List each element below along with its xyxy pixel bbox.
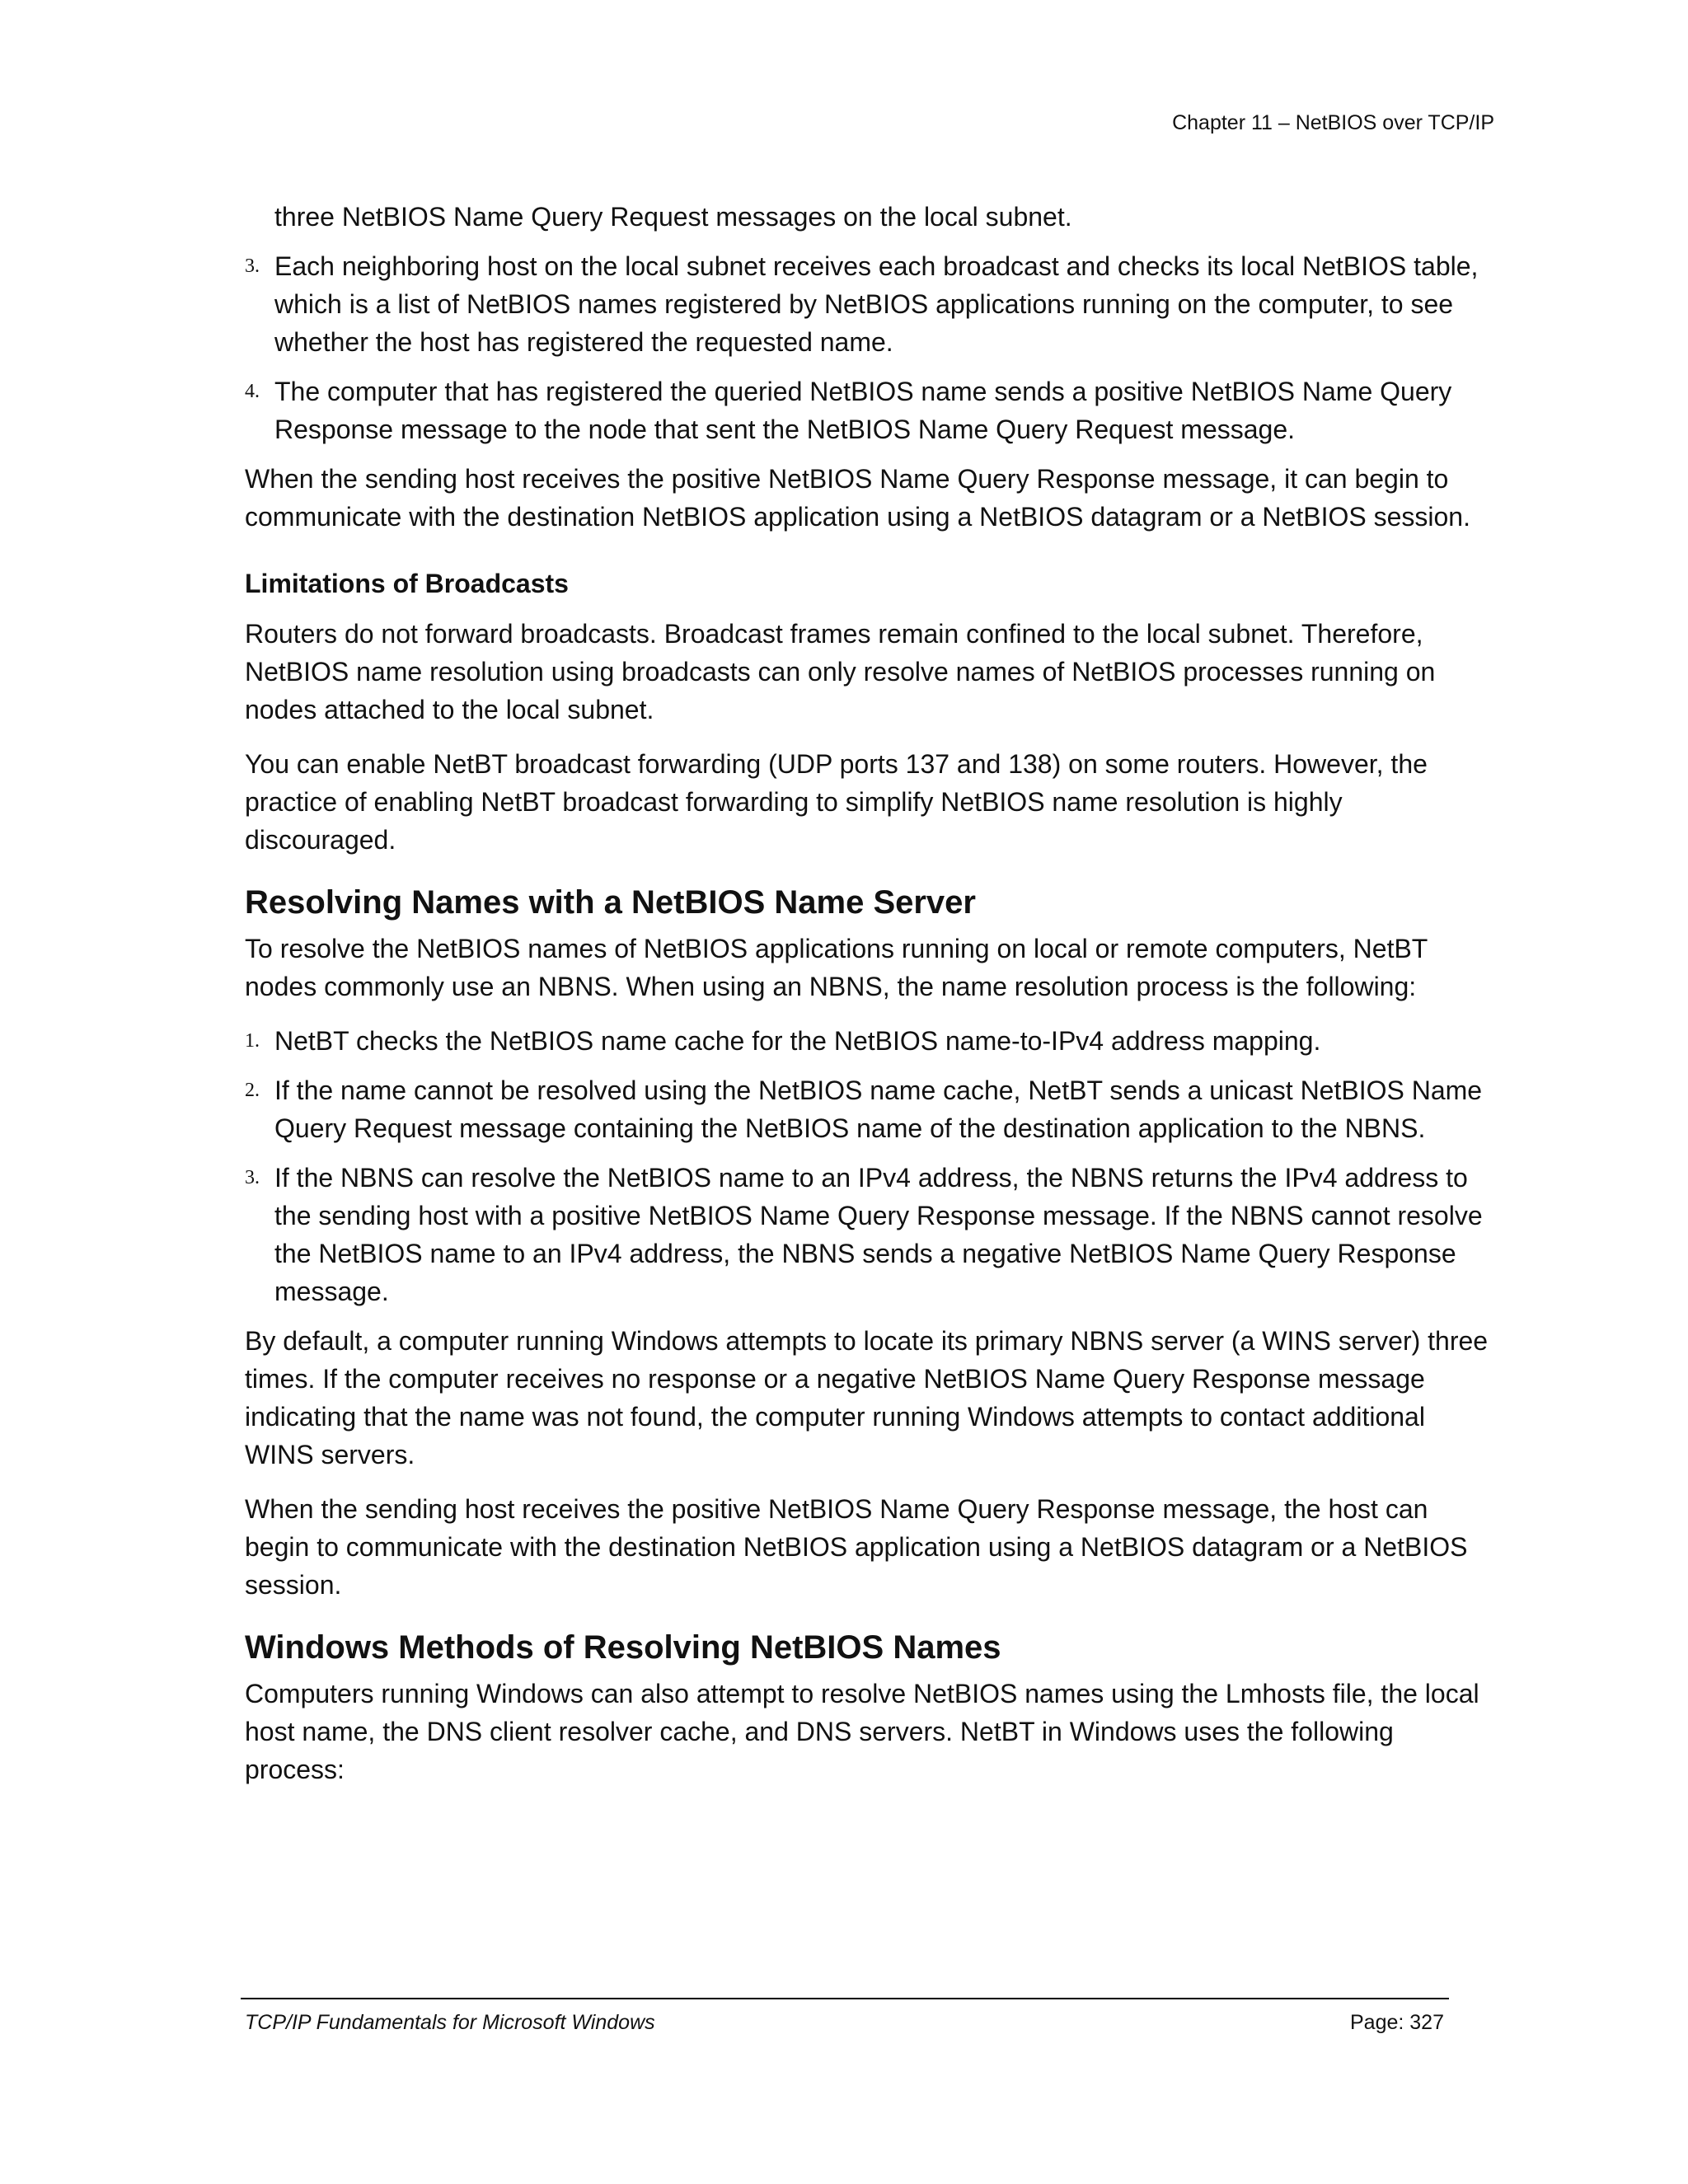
running-header: Chapter 11 – NetBIOS over TCP/IP: [1172, 111, 1494, 134]
section-heading-nbns: Resolving Names with a NetBIOS Name Server: [245, 884, 976, 921]
list-item-text: Each neighboring host on the local subnet receives each broadcast and checks its local NetBIOS table, which is a list of NetBIOS names registered by NetBIOS applications running on the computer, to see whether the host has registered the requested name.: [274, 251, 1479, 357]
list-number: 2.: [245, 1080, 260, 1101]
footer-divider: [241, 1998, 1449, 1999]
list-item-text: If the name cannot be resolved using the NetBIOS name cache, NetBT sends a unicast NetBIOS Name Query Request message containing the NetBIOS name of the destination application to the NBNS.: [274, 1076, 1483, 1143]
list-item-nbns-step-1: [245, 1022, 1498, 1060]
paragraph-sending-host: When the sending host receives the positive NetBIOS Name Query Response message, the host can begin to communicate with the destination NetBIOS application using a NetBIOS datagram or a NetBIOS session.: [245, 1494, 1468, 1600]
section-heading-windows-methods: Windows Methods of Resolving NetBIOS Names: [245, 1629, 1001, 1666]
list-item-broadcast-step-3: [245, 247, 1498, 361]
paragraph-after-broadcast-steps: When the sending host receives the positive NetBIOS Name Query Response message, it can begin to communicate with the destination NetBIOS application using a NetBIOS datagram or a NetBIOS session.: [245, 464, 1470, 532]
footer-book-title: TCP/IP Fundamentals for Microsoft Windows: [245, 2011, 655, 2034]
list-item-nbns-step-2: [245, 1071, 1498, 1147]
continued-list-text: three NetBIOS Name Query Request messages on the local subnet.: [274, 202, 1072, 232]
page-content: [245, 198, 1498, 1805]
subheading-limitations-of-broadcasts: Limitations of Broadcasts: [245, 569, 569, 598]
list-item-text: NetBT checks the NetBIOS name cache for the NetBIOS name-to-IPv4 address mapping.: [274, 1026, 1321, 1056]
list-number: 4.: [245, 381, 260, 402]
list-number: 3.: [245, 1167, 260, 1188]
paragraph-default-wins: By default, a computer running Windows attempts to locate its primary NBNS server (a WINS server) three times. If the computer receives no response or a negative NetBIOS Name Query Response message indicating that the name was not found, the computer running Windows attempts to contact additional WINS servers.: [245, 1326, 1489, 1469]
list-number: 1.: [245, 1030, 260, 1052]
list-item-text: If the NBNS can resolve the NetBIOS name to an IPv4 address, the NBNS returns the IPv4 address to the sending host with a positive NetBIOS Name Query Response message. If the NBNS cannot resolve the NetBIOS name to an IPv4 address, the NBNS sends a negative NetBIOS Name Query Response message.: [274, 1163, 1483, 1306]
footer-page-number: Page: 327: [1350, 2011, 1444, 2034]
paragraph-routers: Routers do not forward broadcasts. Broadcast frames remain confined to the local subnet. Therefore, NetBIOS name resolution using broadcasts can only resolve names of NetBIOS processes running on nodes attached to the local subnet.: [245, 619, 1436, 724]
list-item-text: The computer that has registered the queried NetBIOS name sends a positive NetBIOS Name Query Response message to the node that sent the NetBIOS Name Query Request message.: [274, 377, 1452, 444]
paragraph-windows-intro: Computers running Windows can also attempt to resolve NetBIOS names using the Lmhosts file, the local host name, the DNS client resolver cache, and DNS servers. NetBT in Windows uses the following process:: [245, 1679, 1479, 1784]
list-item-nbns-step-3: [245, 1159, 1498, 1310]
list-number: 3.: [245, 255, 260, 277]
list-item-broadcast-step-4: [245, 373, 1498, 448]
paragraph-broadcast-forwarding: You can enable NetBT broadcast forwarding (UDP ports 137 and 138) on some routers. However, the practice of enabling NetBT broadcast forwarding to simplify NetBIOS name resolution is highly discouraged.: [245, 749, 1428, 855]
paragraph-nbns-intro: To resolve the NetBIOS names of NetBIOS applications running on local or remote computers, NetBT nodes commonly use an NBNS. When using an NBNS, the name resolution process is the following:: [245, 934, 1428, 1001]
